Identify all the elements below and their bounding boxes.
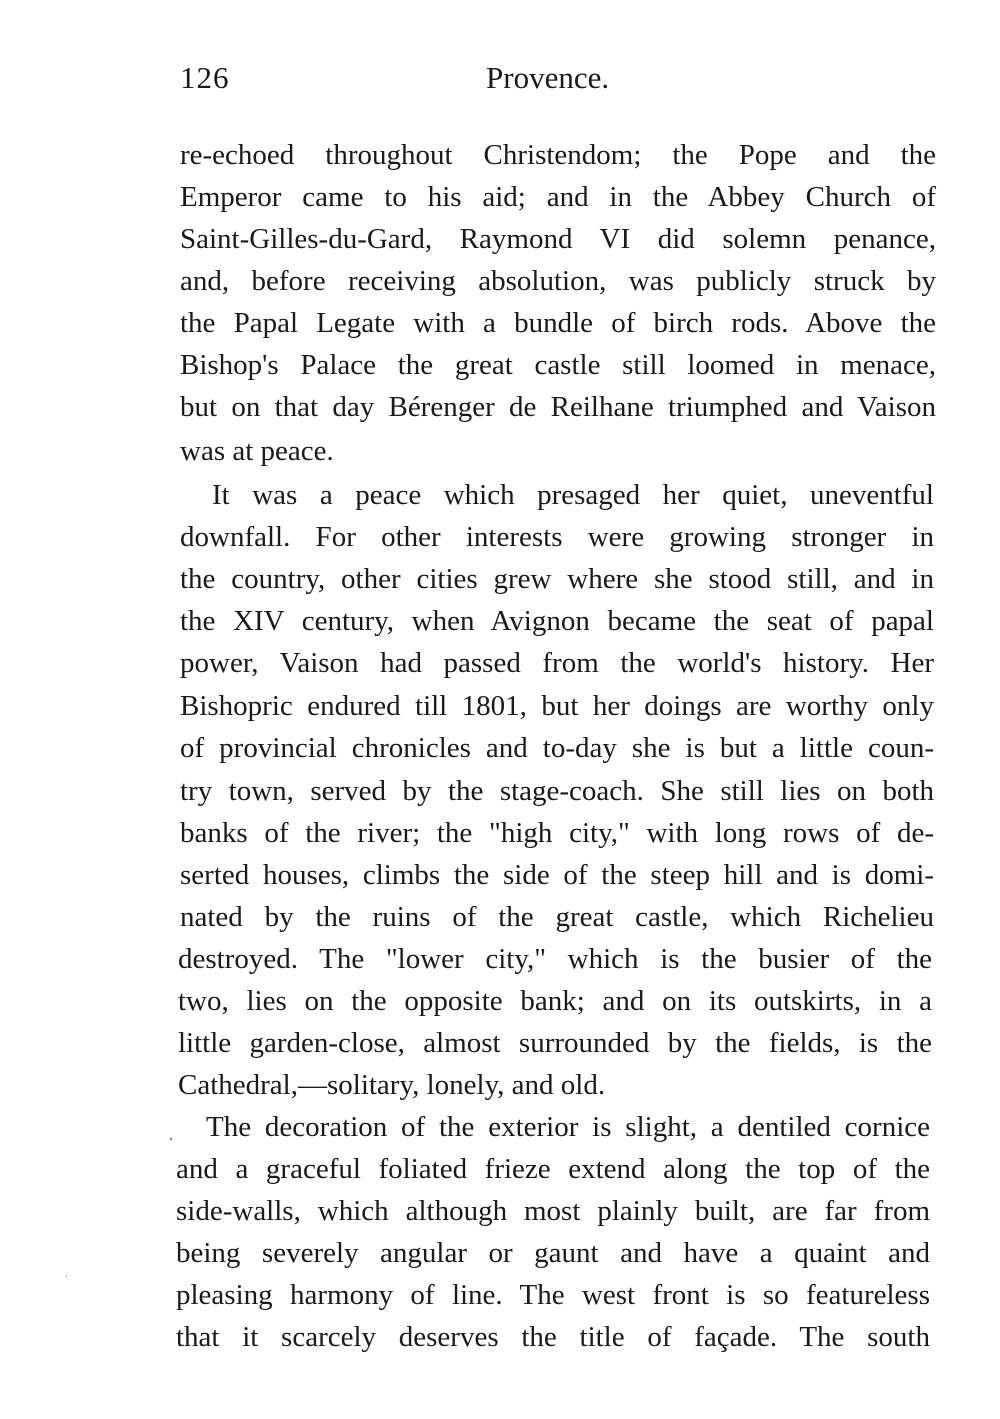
text-line: side-walls, which although most plainly built, are far from [176,1195,930,1227]
print-speck [66,1276,67,1277]
print-speck [170,1138,172,1140]
page-number: 126 [180,60,230,95]
text-line: destroyed. The "lower city," which is the busier of the [178,943,932,975]
text-line: try town, served by the stage-coach. She still lies on both [180,775,934,807]
text-line: being severely angular or gaunt and have a quaint and [176,1237,930,1269]
text-line: of provincial chronicles and to-day she is but a little coun- [180,732,934,764]
text-line: downfall. For other interests were growing stronger in [180,521,934,553]
text-line: re-echoed throughout Christendom; the Pope and the [180,139,936,171]
text-line: and a graceful foliated frieze extend along the top of the [176,1153,930,1185]
text-line: Emperor came to his aid; and in the Abbey Church of [180,181,936,213]
text-line: It was a peace which presaged her quiet, uneventful [212,479,934,511]
text-line: Bishopric endured till 1801, but her doings are worthy only [180,690,934,722]
text-line: the country, other cities grew where she stood still, and in [180,563,934,595]
text-line: but on that day Bérenger de Reilhane triumphed and Vaison [180,391,936,423]
text-line: that it scarcely deserves the title of façade. The south [176,1321,930,1353]
text-line: the Papal Legate with a bundle of birch rods. Above the [180,307,936,339]
text-line: power, Vaison had passed from the world's history. Her [180,647,934,679]
text-line: serted houses, climbs the side of the steep hill and is domi- [180,859,934,891]
text-line: little garden-close, almost surrounded by the fields, is the [178,1027,932,1059]
text-line: two, lies on the opposite bank; and on its outskirts, in a [178,985,932,1017]
running-head: Provence. [486,60,610,95]
text-line: nated by the ruins of the great castle, which Richelieu [180,901,934,933]
text-line: The decoration of the exterior is slight, a dentiled cornice [206,1111,930,1143]
text-line: banks of the river; the "high city," with long rows of de- [180,817,934,849]
text-line: Bishop's Palace the great castle still loomed in menace, [180,349,936,381]
text-line: the XIV century, when Avignon became the seat of papal [180,605,934,637]
text-line: Saint-Gilles-du-Gard, Raymond VI did solemn penance, [180,223,936,255]
text-line: Cathedral,—solitary, lonely, and old. [178,1069,606,1101]
text-line: was at peace. [180,435,334,467]
text-line: and, before receiving absolution, was publicly struck by [180,265,936,297]
text-line: pleasing harmony of line. The west front is so featureless [176,1279,930,1311]
